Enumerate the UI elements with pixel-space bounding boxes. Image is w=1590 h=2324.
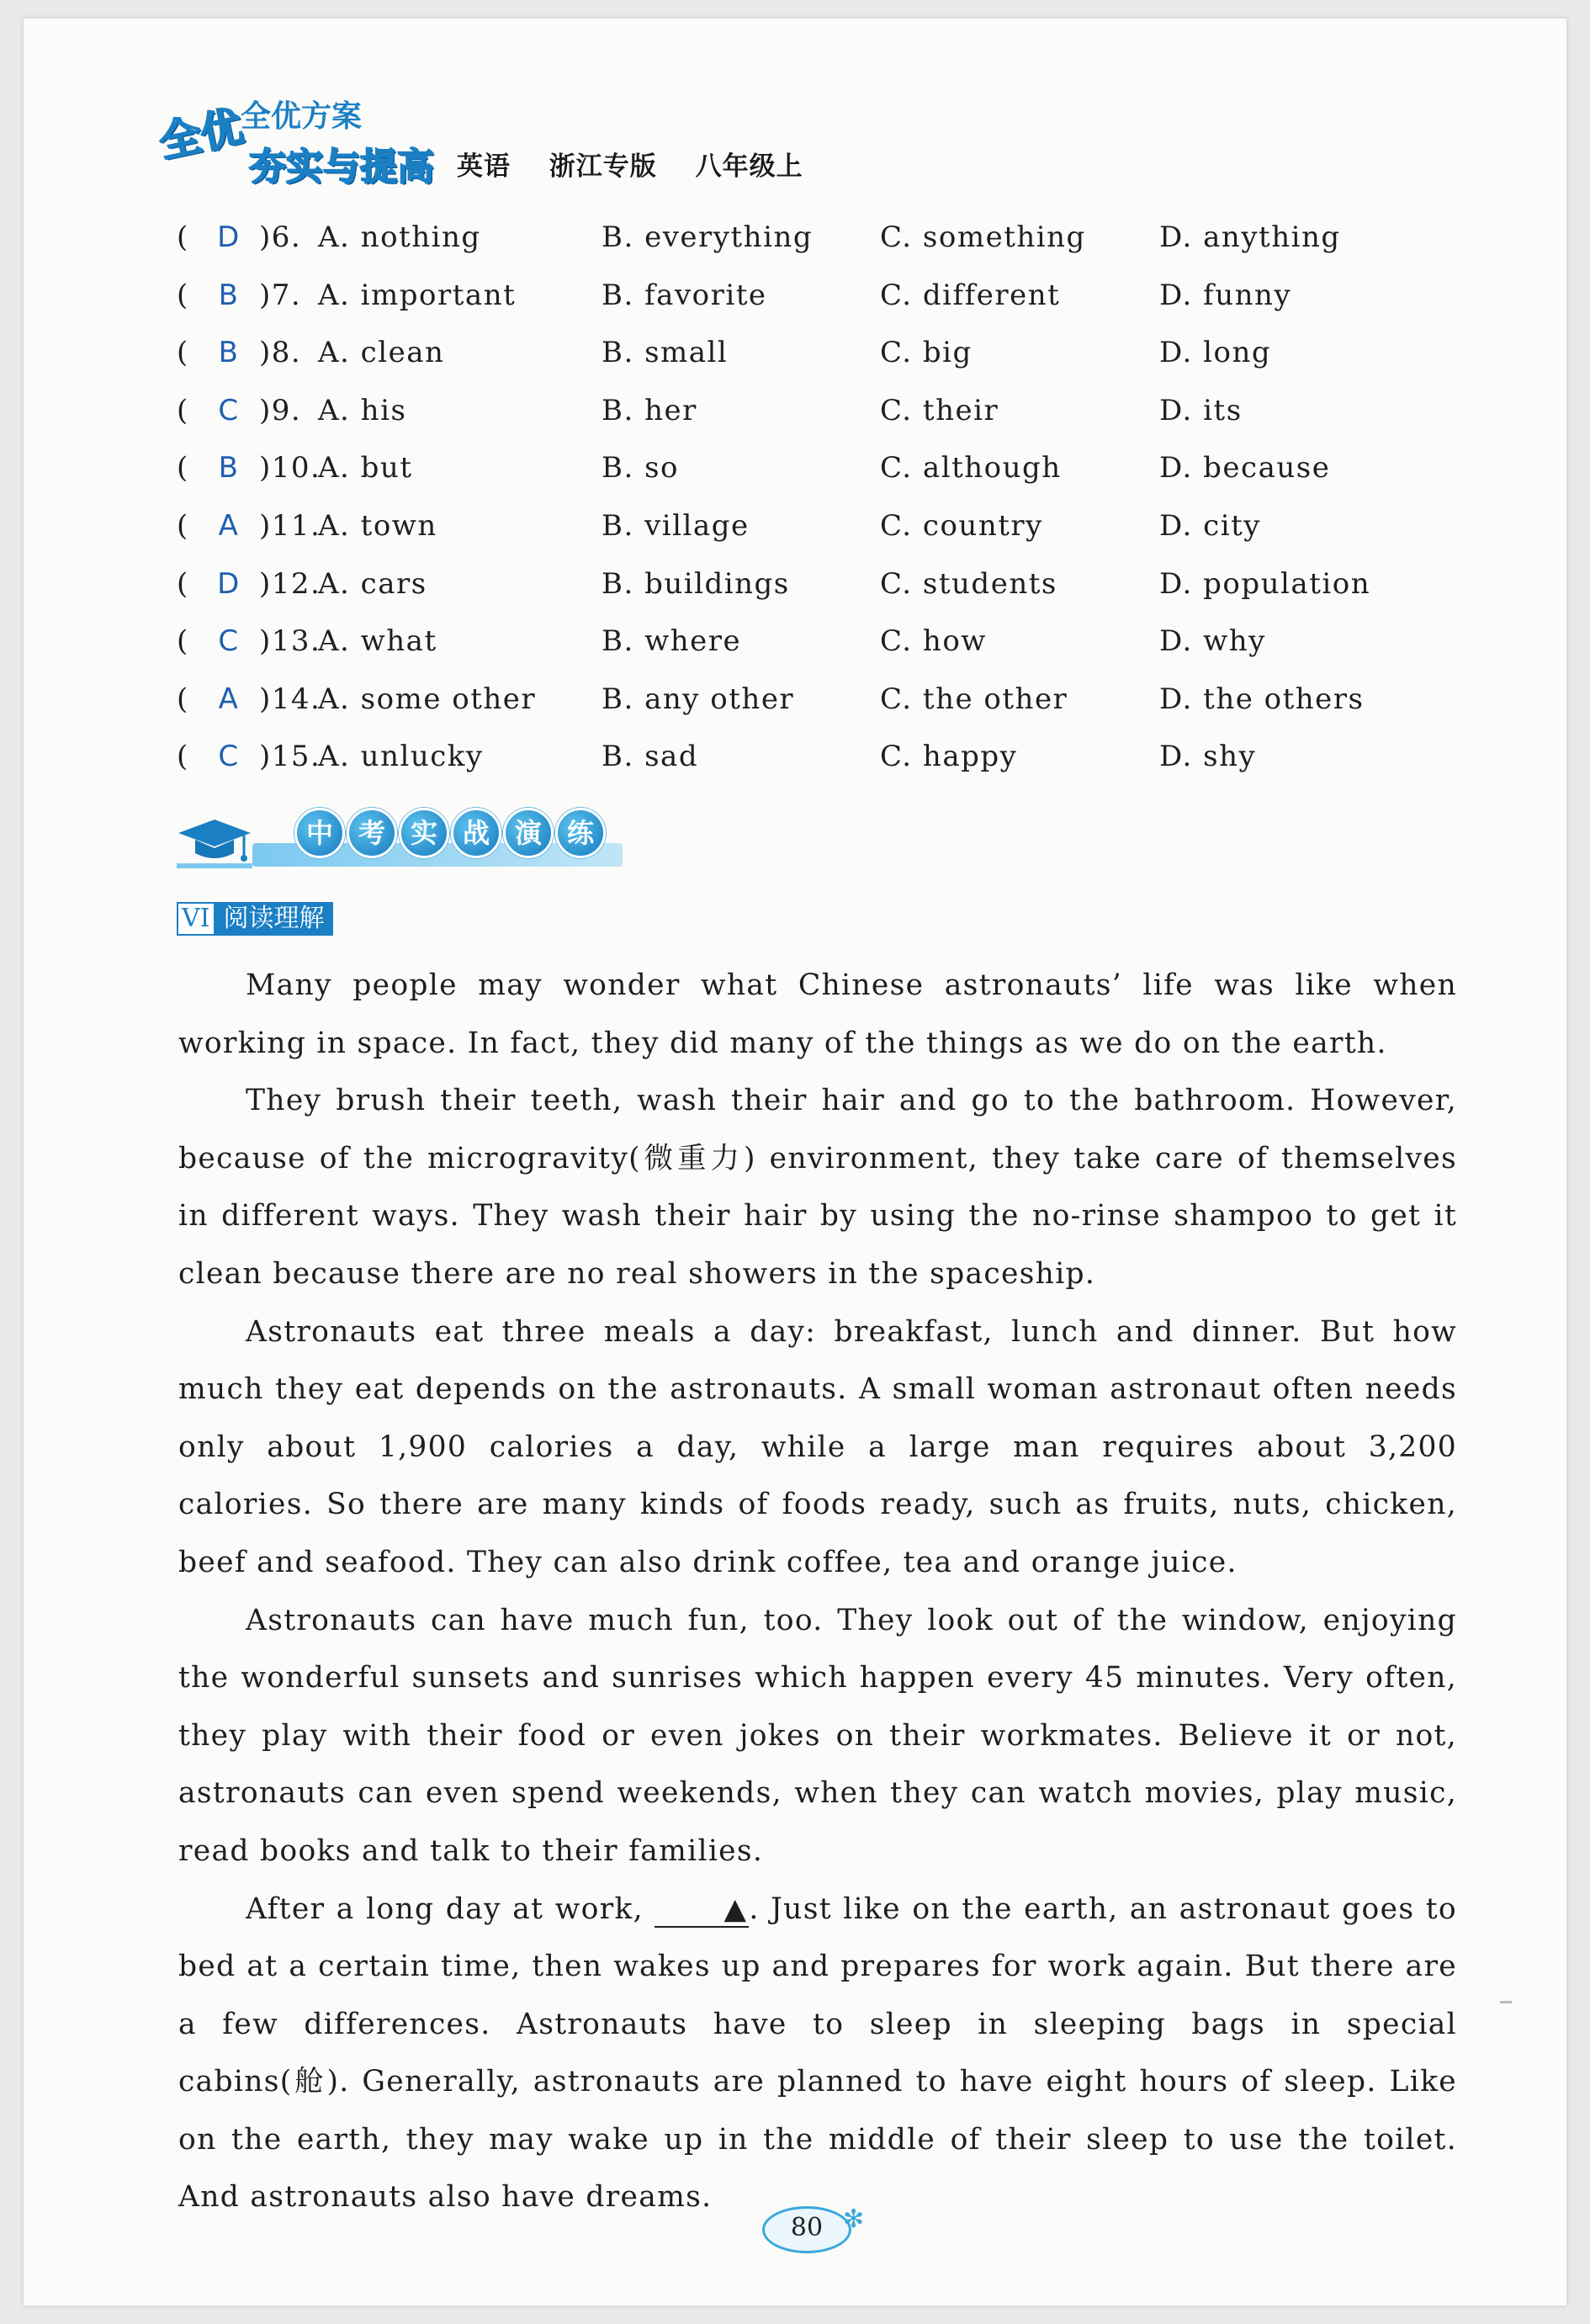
answer-letter: A [218, 682, 240, 716]
paren-open: ( [177, 508, 189, 543]
section-banner [177, 808, 623, 875]
option-d: D. city [1159, 508, 1261, 543]
banner-char: 战 [451, 808, 501, 858]
option-c: C. although [880, 451, 1062, 485]
option-d: D. population [1159, 566, 1371, 601]
banner-char: 考 [347, 808, 397, 858]
option-b: B. village [602, 508, 750, 543]
option-a: A. unlucky [318, 740, 484, 774]
banner-char: 实 [399, 808, 449, 858]
option-b: B. so [602, 451, 680, 485]
option-b: B. everything [602, 220, 814, 254]
option-b: B. buildings [602, 566, 790, 601]
question-number: )12. [259, 566, 321, 601]
subsection-title: 阅读理解 [215, 902, 333, 936]
option-c: C. country [880, 508, 1043, 543]
answer-letter: D [217, 220, 241, 254]
question-number: )11. [259, 508, 321, 543]
passage-paragraph-2: They brush their teeth, wash their hair and go to the bathroom. However, because of the microgravity(微重力) environment, they take care of themselves in different ways. They wash their hair by using the no-rinse shampoo to get it clean because there are no real showers in the spaceship. [178, 1084, 1457, 1291]
p5-after: . Just like on the earth, an astronaut goes to bed at a certain time, then wakes up and prepares for work again. But there are a few differences. Astronauts have to sleep in sleeping bags in special cabins(舱). Generally, astronauts are planned to have eight hours of sleep. Like on the earth, they may wake up in the middle of their sleep to use the toilet. And astronauts also have dreams. [178, 1892, 1457, 2215]
question-number: )7. [259, 278, 302, 312]
brand-line1: 全优方案 [241, 99, 363, 134]
brand-line2: 夯实与提高 [249, 146, 434, 188]
option-d: D. anything [1159, 220, 1341, 254]
option-b: B. favorite [602, 278, 767, 312]
paren-open: ( [177, 566, 189, 601]
question-number: )6. [259, 220, 302, 254]
option-c: C. different [880, 278, 1061, 312]
margin-mark [1500, 2001, 1512, 2003]
option-c: C. students [880, 566, 1057, 601]
option-b: B. sad [602, 740, 699, 774]
sparkle-icon: ✻ [843, 2205, 865, 2234]
page [24, 19, 1566, 2305]
subsection-number: VI [177, 902, 215, 936]
option-d: D. shy [1159, 740, 1257, 774]
option-d: D. because [1159, 451, 1331, 485]
option-d: D. funny [1159, 278, 1292, 312]
answer-letter: B [218, 451, 240, 485]
banner-char: 演 [503, 808, 554, 858]
option-c: C. big [880, 336, 973, 370]
question-number: )14. [259, 682, 321, 716]
banner-title [294, 808, 606, 858]
passage-paragraph-5 [178, 1881, 1457, 2227]
answer-letter: A [218, 508, 240, 543]
question-number: )15. [259, 740, 321, 774]
option-c: C. their [880, 393, 999, 427]
question-number: )9. [259, 393, 302, 427]
passage-paragraph-3: Astronauts eat three meals a day: breakfast, lunch and dinner. But how much they eat depends on the astronauts. A small woman astronaut often needs only about 1,900 calories a day, while a large man requires about 3,200 calories. So there are many kinds of foods ready, such as fruits, nuts, chicken, beef and seafood. They can also drink coffee, tea and orange juice. [178, 1314, 1457, 1579]
option-b: B. small [602, 336, 729, 370]
brand-logo [150, 67, 453, 194]
passage-paragraph-4: Astronauts can have much fun, too. They look out of the window, enjoying the wonderful sunsets and sunrises which happen every 45 minutes. Very often, they play with their food or even jokes on their workmates. Believe it or not, astronauts can even spend weekends, when they can watch movies, play music, read books and talk to their families. [178, 1603, 1457, 1868]
paren-open: ( [177, 451, 189, 485]
answer-letter: D [217, 566, 241, 601]
page-header [457, 145, 832, 183]
header-grade: 八年级上 [695, 151, 803, 182]
option-a: A. what [318, 624, 437, 659]
passage-paragraph-1: Many people may wonder what Chinese astronauts’ life was like when working in space. In fact, they did many of the things as we do on the earth. [178, 968, 1457, 1060]
option-a: A. town [318, 508, 437, 543]
answer-blank: ▲ [655, 1892, 749, 1928]
brand-mark: 全优 [154, 102, 247, 167]
banner-char: 中 [294, 808, 345, 858]
option-b: B. where [602, 624, 742, 659]
question-number: )10. [259, 451, 321, 485]
header-subject: 英语 [457, 151, 511, 182]
option-c: C. happy [880, 740, 1018, 774]
question-number: )8. [259, 336, 302, 370]
paren-open: ( [177, 624, 189, 659]
option-a: A. some other [318, 682, 537, 716]
option-d: D. the others [1159, 682, 1365, 716]
paren-open: ( [177, 682, 189, 716]
option-a: A. his [318, 393, 407, 427]
answer-letter: B [218, 336, 240, 370]
option-d: D. its [1159, 393, 1243, 427]
option-a: A. clean [318, 336, 445, 370]
answer-letter: C [218, 393, 240, 427]
paren-open: ( [177, 278, 189, 312]
p5-before: After a long day at work, [246, 1892, 644, 1926]
banner-char: 练 [555, 808, 606, 858]
answer-letter: B [218, 278, 240, 312]
page-number-badge [762, 2203, 872, 2253]
paren-open: ( [177, 740, 189, 774]
option-d: D. why [1159, 624, 1266, 659]
option-a: A. important [318, 278, 517, 312]
option-c: C. something [880, 220, 1086, 254]
option-c: C. how [880, 624, 987, 659]
option-c: C. the other [880, 682, 1068, 716]
reading-passage [178, 957, 1457, 2226]
option-a: A. but [318, 451, 413, 485]
page-number: 80 [790, 2213, 824, 2242]
option-b: B. her [602, 393, 697, 427]
graduation-cap-icon [177, 813, 252, 872]
paren-open: ( [177, 220, 189, 254]
option-a: A. cars [318, 566, 427, 601]
subsection-tag [177, 902, 333, 936]
option-a: A. nothing [318, 220, 481, 254]
option-d: D. long [1159, 336, 1272, 370]
question-number: )13. [259, 624, 321, 659]
answer-letter: C [218, 740, 240, 774]
header-edition: 浙江专版 [549, 151, 657, 182]
option-b: B. any other [602, 682, 795, 716]
answer-letter: C [218, 624, 240, 659]
paren-open: ( [177, 393, 189, 427]
paren-open: ( [177, 336, 189, 370]
